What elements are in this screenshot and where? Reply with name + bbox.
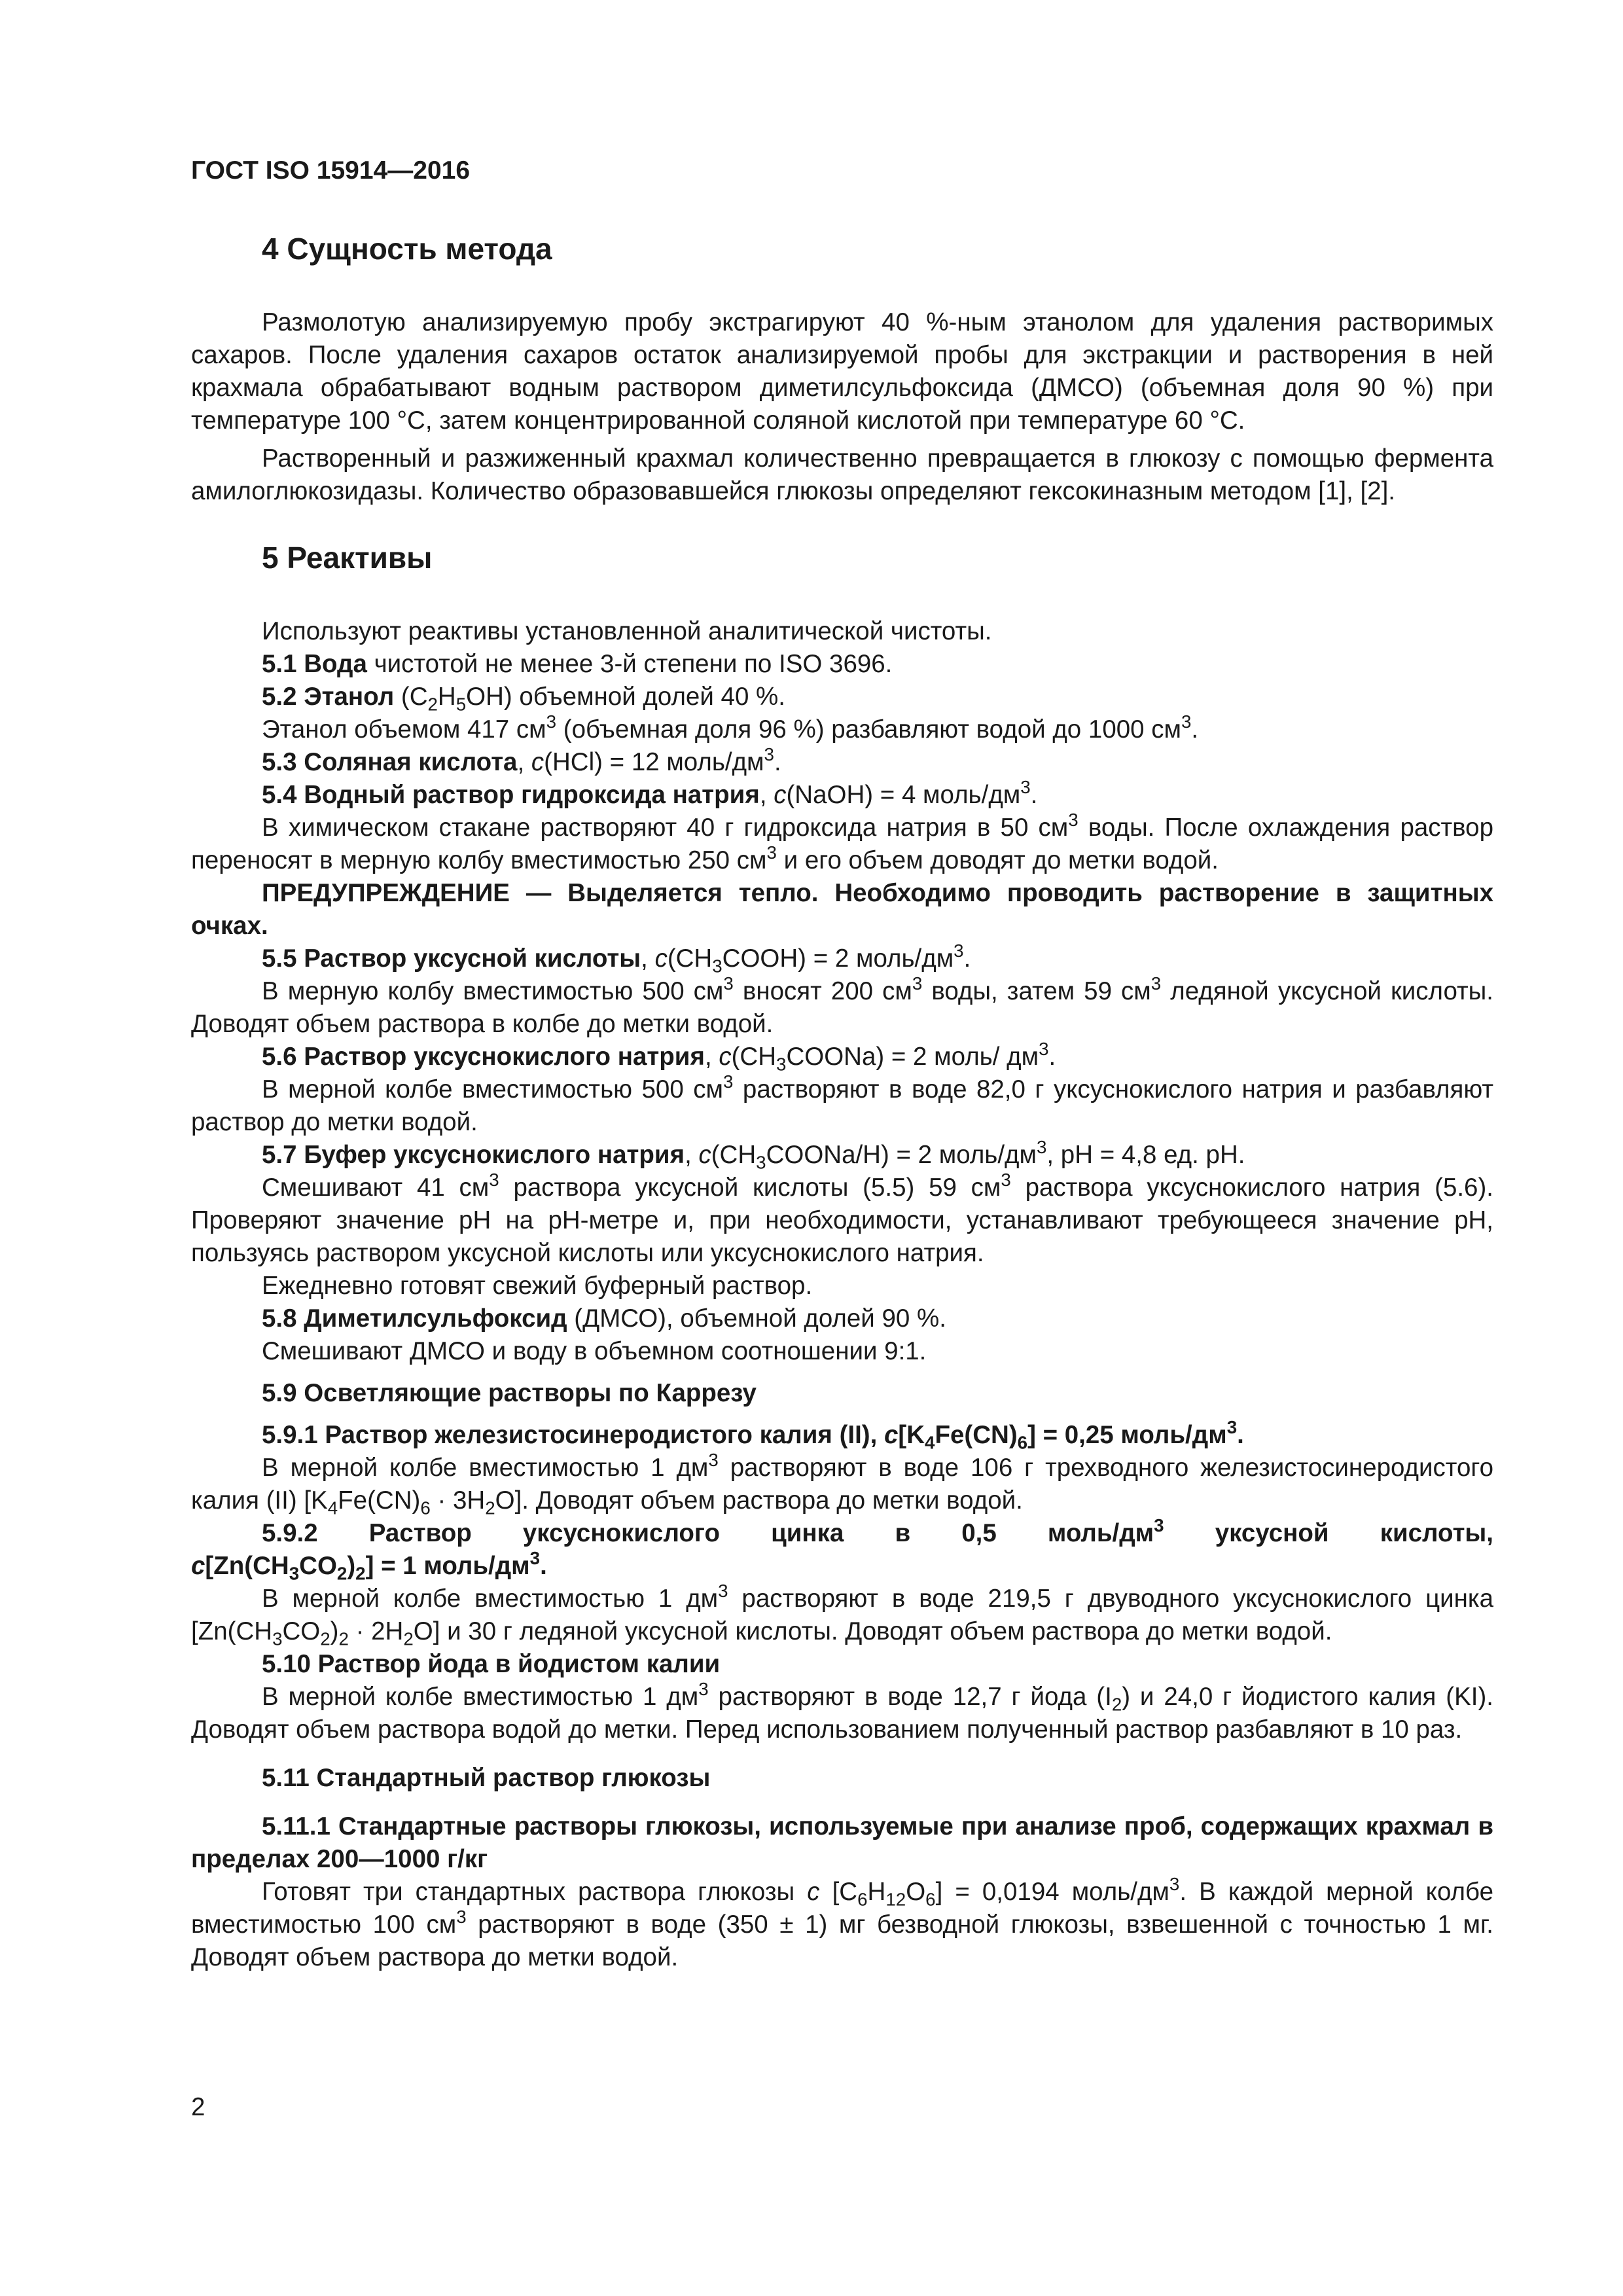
item-5-11-1: 5.11.1 Стандартные растворы глюкозы, используемые при анализе проб, содержащих крахмал в пределах 200—1000 г/кг [191,1812,1493,1873]
item-5-9-2-line-1: 5.9.2 Раствор уксуснокислого цинка в 0,5 моль/$дм^3$ уксусной кислоты, [262,1515,1493,1547]
item-5-6-text: В мерной колбе вместимостью 500 $см^3$ растворяют в воде 82,0 г уксуснокислого натрия и разбавляют раствор до метки водой. [191,1071,1493,1136]
item-5-3: 5.3 Соляная кислота, c(HCl) = 12 моль/$дм^3$. [262,744,781,776]
item-5-9-2-line-2: $c[Zn(CH_3CO_2)_2] = 1$ моль/$дм^3$. [191,1547,547,1584]
item-5-4: 5.4 Водный раствор гидроксида натрия, c(NaOH) = 4 моль/$дм^3$. [262,776,1038,809]
item-5-8-text: Смешивают ДМСО и воду в объемном соотношении 9:1. [262,1337,927,1365]
item-5-7-text: Смешивают 41 $см^3$ раствора уксусной кислоты (5.5) 59 $см^3$ раствора уксуснокислого натрия (5.6). Проверяют значение рН на рН-метре и, при необходимости, устанавливают требующееся значение рН, пользуясь раствором уксусной кислоты или уксуснокислого натрия. [191,1169,1493,1267]
section-5-intro: Используют реактивы установленной аналитической чистоты. [262,617,992,645]
item-5-9: 5.9 Осветляющие растворы по Каррезу [262,1379,757,1407]
item-5-11: 5.11 Стандартный раствор глюкозы [262,1764,711,1792]
item-5-5: 5.5 Раствор уксусной кислоты, $c(CH_3COOH) = 2$ моль/$дм^3$. [262,940,971,977]
item-5-10: 5.10 Раствор йода в йодистом калии [262,1650,721,1678]
document-header: ГОСТ ISO 15914—2016 [191,156,471,185]
item-5-4-text: В химическом стакане растворяют 40 г гидроксида натрия в 50 $см^3$ воды. После охлаждения раствор переносят в мерную колбу вместимостью 250 $см^3$ и его объем доводят до метки водой. [191,809,1493,874]
item-5-9-1: 5.9.1 Раствор железистосинеродистого калия (II), $c[K_4Fe(CN)_6] = 0,25$ моль/$дм^3$. [262,1416,1244,1453]
item-5-5-text: В мерную колбу вместимостью 500 $см^3$ вносят 200 $см^3$ воды, затем 59 $см^3$ ледяной уксусной кислоты. Доводят объем раствора в колбе до метки водой. [191,973,1494,1038]
item-5-11-1-text: Готовят три стандартных раствора глюкозы c $[C_6H_{12}O_6] = 0,0194$ моль/$дм^3$. В каждой мерной колбе вместимостью 100 $см^3$ растворяют в воде (350 ± 1) мг безводной глюкозы, взвешенной с точностью 1 мг. Доводят объем раствора до метки водой. [191,1873,1494,1971]
document-page [191,154,1493,1974]
item-5-9-2-text: В мерной колбе вместимостью 1 $дм^3$ растворяют в воде 219,5 г двуводного уксуснокислого цинка $[Zn(CH_3CO_2)_2 \cdot 2H_2O]$ и 30 г ледяной уксусной кислоты. Доводят объем раствора до метки водой. [191,1580,1493,1649]
item-5-7: 5.7 Буфер уксуснокислого натрия, $c(CH_3COONa/H) = 2$ моль/$дм^3$, рН = 4,8 ед. рН. [262,1136,1245,1173]
section-4-paragraph-2: Растворенный и разжиженный крахмал количественно превращается в глюкозу с помощью фермента амилоглюкозидазы. Количество образовавшейся глюкозы определяют гексокиназным методом [1], [2]. [191,444,1493,505]
item-5-2: 5.2 Этанол $(C_2H_5OH)$ объемной долей 40 %. [262,683,785,715]
item-5-10-text: В мерной колбе вместимостью 1 $дм^3$ растворяют в воде 12,7 г йода $(I_2)$ и 24,0 г йодистого калия (KI). Доводят объем раствора водой до метки. Перед использованием полученный раствор разбавляют в 10 раз. [191,1678,1493,1744]
section-5-title: 5 Реактивы [262,541,433,575]
page-number: 2 [191,2093,205,2121]
item-5-2-text: Этанол объемом 417 $см^3$ (объемная доля 96 %) разбавляют водой до 1000 $см^3$. [262,711,1199,744]
item-5-7-text-2: Ежедневно готовят свежий буферный раствор. [262,1272,813,1300]
warning-text: ПРЕДУПРЕЖДЕНИЕ — Выделяется тепло. Необходимо проводить растворение в защитных очках. [191,879,1493,940]
section-4-title: 4 Сущность метода [262,232,552,266]
item-5-1: 5.1 Вода чистотой не менее 3-й степени по ISO 3696. [262,650,893,678]
item-5-9-1-text: В мерной колбе вместимостью 1 $дм^3$ растворяют в воде 106 г трехводного железистосинеродистого калия (II) $[K_4Fe(CN)_6 \cdot 3H_2O]$. Доводят объем раствора до метки водой. [191,1449,1493,1518]
item-5-8: 5.8 Диметилсульфоксид (ДМСО), объемной долей 90 %. [262,1304,946,1333]
item-5-6: 5.6 Раствор уксуснокислого натрия, $c(CH_3COONa) = 2$ моль/ $дм^3$. [262,1038,1056,1075]
section-4-paragraph-1: Размолотую анализируемую пробу экстрагируют 40 %-ным этанолом для удаления растворимых сахаров. После удаления сахаров остаток анализируемой пробы для экстракции и растворения в ней крахмала обрабатывают водным раствором диметилсульфоксида (ДМСО) (объемная доля 90 %) при температуре 100 °С, затем концентрированной соляной кислотой при температуре 60 °С. [191,308,1493,435]
